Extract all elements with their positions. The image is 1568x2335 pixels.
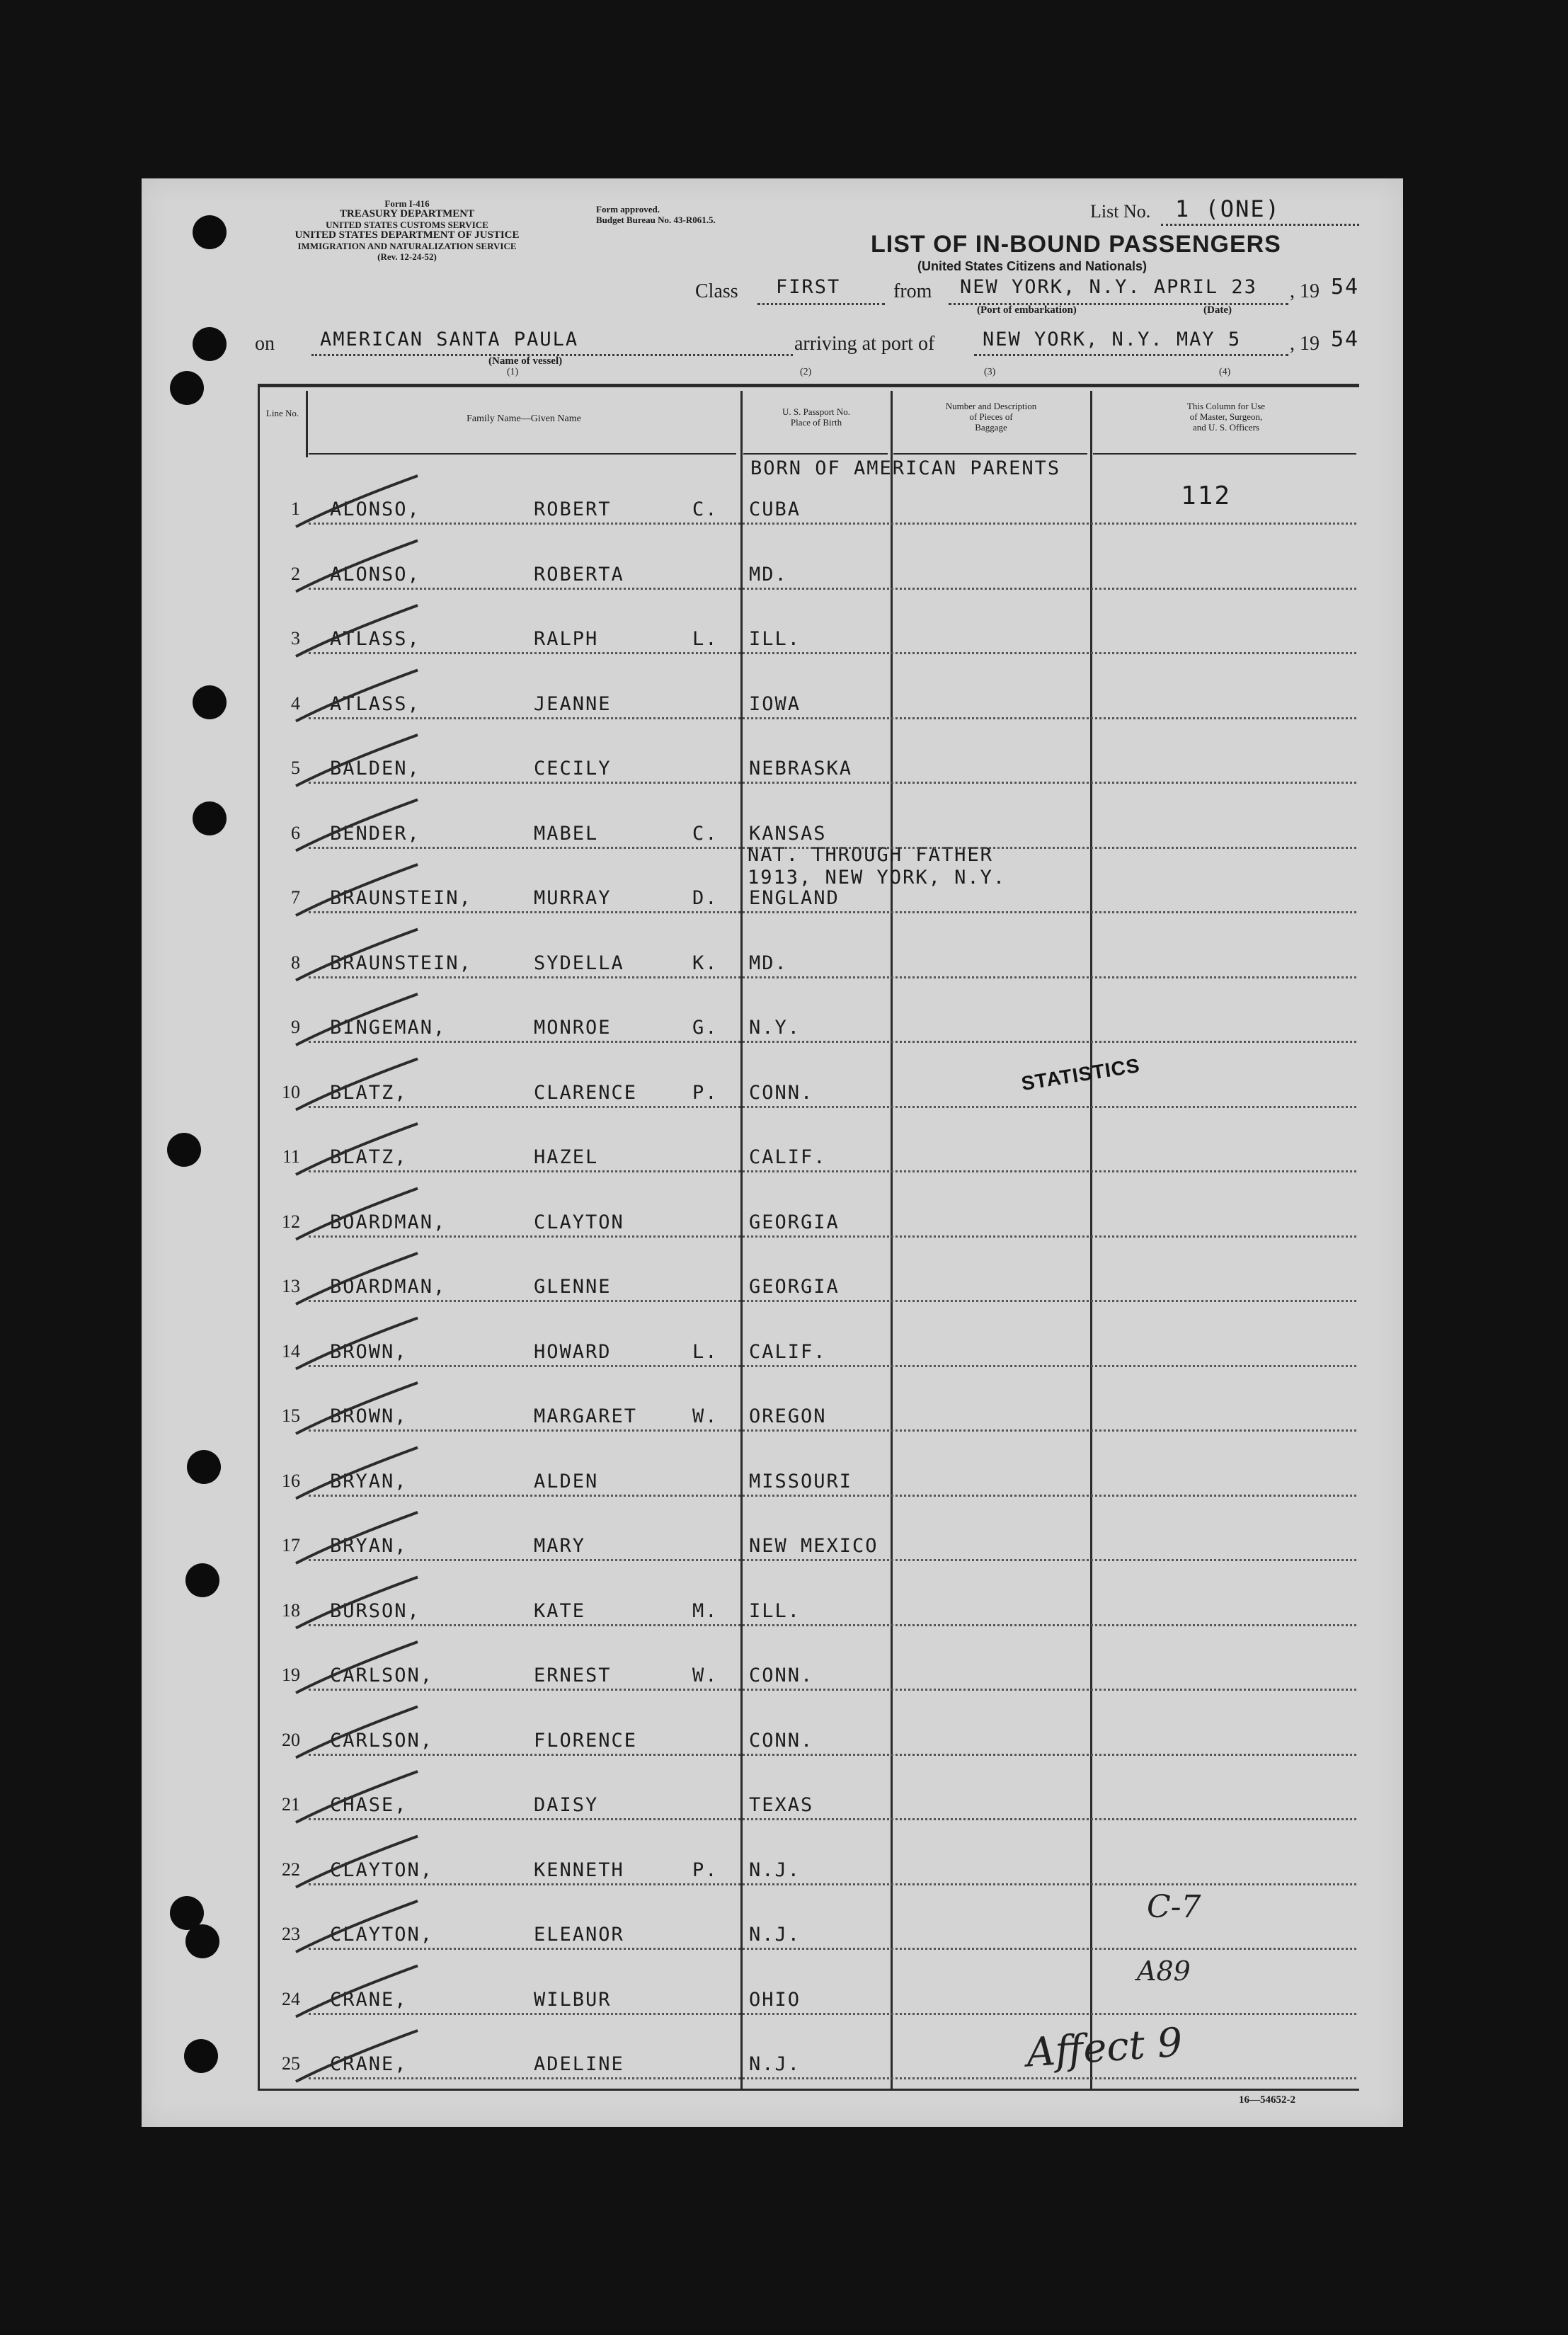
given-name: ADELINE bbox=[534, 2053, 624, 2075]
place-of-birth: KANSAS bbox=[749, 823, 827, 845]
table-row bbox=[259, 1645, 1356, 1708]
header-underline-name bbox=[309, 453, 736, 455]
divider-line-no bbox=[306, 391, 308, 457]
family-name: BROWN, bbox=[330, 1405, 408, 1427]
place-of-birth: ILL. bbox=[749, 628, 801, 650]
line-number: 15 bbox=[282, 1405, 300, 1426]
row-rule bbox=[309, 588, 1356, 590]
line-number: 14 bbox=[282, 1341, 300, 1361]
statistics-stamp: STATISTICS bbox=[1019, 1054, 1142, 1095]
line-number: 23 bbox=[282, 1924, 300, 1944]
given-name: MABEL bbox=[534, 823, 599, 845]
line-number: 3 bbox=[291, 628, 300, 649]
budget-bureau: Budget Bureau No. 43-R061.5. bbox=[596, 215, 716, 225]
given-name: MONROE bbox=[534, 1017, 612, 1039]
middle-initial: L. bbox=[692, 1341, 719, 1363]
table-row bbox=[259, 1969, 1356, 2033]
place-of-birth: GEORGIA bbox=[749, 1276, 840, 1298]
family-name: CLAYTON, bbox=[330, 1859, 434, 1881]
table-row bbox=[259, 1256, 1356, 1320]
middle-initial: C. bbox=[692, 823, 719, 845]
line-number: 4 bbox=[291, 693, 300, 714]
form-id-block bbox=[248, 198, 566, 262]
place-of-birth: ENGLAND bbox=[749, 887, 840, 909]
place-of-birth: CALIF. bbox=[749, 1341, 827, 1363]
place-of-birth: CONN. bbox=[749, 1082, 814, 1104]
arrival-year-prefix: , 19 bbox=[1290, 333, 1320, 355]
embark-value: NEW YORK, N.Y. APRIL 23 bbox=[960, 276, 1257, 298]
line-number: 18 bbox=[282, 1600, 300, 1621]
family-name: BRAUNSTEIN, bbox=[330, 952, 472, 974]
class-rule bbox=[757, 303, 885, 305]
class-label: Class bbox=[695, 280, 738, 302]
table-row bbox=[259, 608, 1356, 672]
family-name: CARLSON, bbox=[330, 1665, 434, 1686]
row-rule bbox=[309, 1818, 1356, 1820]
place-of-birth: MD. bbox=[749, 564, 788, 586]
table-row bbox=[259, 1451, 1356, 1514]
page-subtitle: (United States Citizens and Nationals) bbox=[917, 259, 1148, 273]
column-num-4: (4) bbox=[1219, 367, 1231, 377]
punch-hole bbox=[185, 1924, 219, 1958]
given-name: MARY bbox=[534, 1535, 586, 1557]
family-name: BLATZ, bbox=[330, 1146, 408, 1168]
place-of-birth: MISSOURI bbox=[749, 1471, 853, 1492]
row-rule bbox=[309, 1948, 1356, 1950]
row-rule bbox=[309, 1883, 1356, 1885]
place-of-birth: OREGON bbox=[749, 1405, 827, 1427]
footer-code: 16—54652-2 bbox=[1239, 2094, 1295, 2106]
list-no-label: List No. bbox=[1090, 201, 1151, 222]
header-underline-officers bbox=[1093, 453, 1356, 455]
nat-note-line1: NAT. THROUGH FATHER bbox=[748, 844, 993, 866]
family-name: BINGEMAN, bbox=[330, 1017, 447, 1039]
family-name: CRANE, bbox=[330, 1989, 408, 2011]
table-row bbox=[259, 1580, 1356, 1644]
given-name: ROBERT bbox=[534, 498, 612, 520]
header-underline-baggage bbox=[893, 453, 1087, 455]
place-of-birth: ILL. bbox=[749, 1600, 801, 1622]
given-name: HAZEL bbox=[534, 1146, 599, 1168]
given-name: MURRAY bbox=[534, 887, 612, 909]
count-112: 112 bbox=[1181, 481, 1232, 510]
vessel-value: AMERICAN SANTA PAULA bbox=[320, 329, 579, 350]
middle-initial: W. bbox=[692, 1665, 719, 1686]
middle-initial: G. bbox=[692, 1017, 719, 1039]
given-name: ALDEN bbox=[534, 1471, 599, 1492]
family-name: BENDER, bbox=[330, 823, 420, 845]
family-name: BURSON, bbox=[330, 1600, 420, 1622]
vessel-caption: (Name of vessel) bbox=[488, 355, 563, 367]
punch-hole bbox=[187, 1450, 221, 1484]
column-num-2: (2) bbox=[800, 367, 812, 377]
row-rule bbox=[309, 1429, 1356, 1432]
table-row bbox=[259, 2033, 1356, 2097]
place-of-birth: OHIO bbox=[749, 1989, 801, 2011]
family-name: ATLASS, bbox=[330, 693, 420, 715]
line-number: 22 bbox=[282, 1859, 300, 1880]
row-rule bbox=[309, 717, 1356, 719]
place-of-birth: CONN. bbox=[749, 1665, 814, 1686]
given-name: WILBUR bbox=[534, 1989, 612, 2011]
middle-initial: P. bbox=[692, 1859, 719, 1881]
born-note: BORN OF AMERICAN PARENTS bbox=[750, 457, 1061, 479]
ins-service: IMMIGRATION AND NATURALIZATION SERVICE bbox=[297, 241, 517, 251]
row-rule bbox=[309, 847, 1356, 849]
row-rule bbox=[309, 1170, 1356, 1172]
table-row bbox=[259, 932, 1356, 996]
col-header-baggage: Number and Description of Pieces of Baggage bbox=[945, 401, 1037, 433]
class-value: FIRST bbox=[776, 276, 841, 298]
family-name: BLATZ, bbox=[330, 1082, 408, 1104]
family-name: BRYAN, bbox=[330, 1471, 408, 1492]
family-name: CLAYTON, bbox=[330, 1924, 434, 1946]
officer-signature: Affect 9 bbox=[1025, 2019, 1184, 2077]
given-name: MARGARET bbox=[534, 1405, 638, 1427]
given-name: RALPH bbox=[534, 628, 599, 650]
family-name: BROWN, bbox=[330, 1341, 408, 1363]
table-row bbox=[259, 479, 1356, 542]
middle-initial: D. bbox=[692, 887, 719, 909]
punch-hole bbox=[193, 327, 227, 361]
line-number: 13 bbox=[282, 1276, 300, 1296]
justice-dept: UNITED STATES DEPARTMENT OF JUSTICE bbox=[294, 229, 520, 241]
table-row bbox=[259, 673, 1356, 737]
table-row bbox=[259, 1126, 1356, 1190]
place-of-birth: IOWA bbox=[749, 693, 801, 715]
row-rule bbox=[309, 652, 1356, 654]
row-rule bbox=[309, 1106, 1356, 1108]
form-approved: Form approved. bbox=[596, 204, 660, 215]
family-name: BRAUNSTEIN, bbox=[330, 887, 472, 909]
table-row bbox=[259, 1192, 1356, 1255]
place-of-birth: GEORGIA bbox=[749, 1211, 840, 1233]
arrival-year-value: 54 bbox=[1331, 327, 1360, 352]
revision: (Rev. 12-24-52) bbox=[377, 251, 437, 262]
table-row bbox=[259, 1321, 1356, 1385]
treasury-dept: TREASURY DEPARTMENT bbox=[339, 208, 475, 219]
list-no-rule bbox=[1161, 224, 1359, 226]
row-rule bbox=[309, 1754, 1356, 1756]
given-name: ELEANOR bbox=[534, 1924, 624, 1946]
col-header-name: Family Name—Given Name bbox=[467, 413, 581, 424]
col-header-line-no: Line No. bbox=[265, 408, 299, 418]
on-label: on bbox=[255, 333, 275, 355]
table-row bbox=[259, 1710, 1356, 1774]
place-of-birth: NEBRASKA bbox=[749, 758, 853, 780]
punch-hole bbox=[170, 371, 204, 405]
place-of-birth: CUBA bbox=[749, 498, 801, 520]
table-row bbox=[259, 1386, 1356, 1449]
line-number: 6 bbox=[291, 823, 300, 843]
row-rule bbox=[309, 1235, 1356, 1238]
form-number: Form I-416 bbox=[384, 198, 430, 209]
punch-hole bbox=[193, 215, 227, 249]
family-name: ATLASS, bbox=[330, 628, 420, 650]
arrival-value: NEW YORK, N.Y. MAY 5 bbox=[983, 329, 1242, 350]
table-row bbox=[259, 1515, 1356, 1579]
given-name: KATE bbox=[534, 1600, 586, 1622]
year-value: 54 bbox=[1331, 275, 1360, 299]
punch-hole bbox=[193, 685, 227, 719]
line-number: 11 bbox=[282, 1146, 300, 1167]
row-rule bbox=[309, 523, 1356, 525]
row-rule bbox=[309, 1624, 1356, 1626]
arrival-rule bbox=[974, 354, 1288, 356]
row-rule bbox=[309, 911, 1356, 913]
col-header-officers: This Column for Use of Master, Surgeon, and U. S. Officers bbox=[1186, 401, 1266, 433]
line-number: 20 bbox=[282, 1730, 300, 1750]
line-number: 19 bbox=[282, 1665, 300, 1685]
line-number: 17 bbox=[282, 1535, 300, 1555]
punch-hole bbox=[184, 2039, 218, 2073]
nat-note-line2: 1913, NEW YORK, N.Y. bbox=[748, 867, 1007, 889]
given-name: SYDELLA bbox=[534, 952, 624, 974]
line-number: 2 bbox=[291, 564, 300, 584]
given-name: CLAYTON bbox=[534, 1211, 624, 1233]
table-top-rule bbox=[258, 384, 1359, 387]
row-rule bbox=[309, 2077, 1356, 2079]
place-of-birth: NEW MEXICO bbox=[749, 1535, 879, 1557]
vessel-num: (1) bbox=[507, 367, 519, 377]
family-name: ALONSO, bbox=[330, 564, 420, 586]
handwritten-note-1: C-7 bbox=[1147, 1889, 1201, 1925]
handwritten-note-2: A89 bbox=[1137, 1956, 1191, 1987]
punch-hole bbox=[185, 1563, 219, 1597]
punch-hole bbox=[167, 1133, 201, 1167]
place-of-birth: TEXAS bbox=[749, 1794, 814, 1816]
line-number: 10 bbox=[282, 1082, 300, 1102]
given-name: ERNEST bbox=[534, 1665, 612, 1686]
row-rule bbox=[309, 782, 1356, 784]
family-name: BRYAN, bbox=[330, 1535, 408, 1557]
line-number: 7 bbox=[291, 887, 300, 908]
date-caption: (Date) bbox=[1203, 304, 1232, 316]
year-prefix: , 19 bbox=[1290, 280, 1320, 302]
approval-block bbox=[596, 204, 716, 225]
table-row bbox=[259, 1904, 1356, 1968]
middle-initial: M. bbox=[692, 1600, 719, 1622]
middle-initial: W. bbox=[692, 1405, 719, 1427]
row-rule bbox=[309, 976, 1356, 978]
place-of-birth: MD. bbox=[749, 952, 788, 974]
table-row bbox=[259, 867, 1356, 931]
arriving-label: arriving at port of bbox=[794, 333, 935, 355]
given-name: DAISY bbox=[534, 1794, 599, 1816]
row-rule bbox=[309, 1365, 1356, 1367]
line-number: 5 bbox=[291, 758, 300, 778]
embark-caption: (Port of embarkation) bbox=[977, 304, 1077, 316]
middle-initial: C. bbox=[692, 498, 719, 520]
middle-initial: K. bbox=[692, 952, 719, 974]
middle-initial: P. bbox=[692, 1082, 719, 1104]
line-number: 24 bbox=[282, 1989, 300, 2009]
line-number: 16 bbox=[282, 1471, 300, 1491]
place-of-birth: N.Y. bbox=[749, 1017, 801, 1039]
place-of-birth: N.J. bbox=[749, 1924, 801, 1946]
row-rule bbox=[309, 1300, 1356, 1302]
given-name: CECILY bbox=[534, 758, 612, 780]
line-number: 12 bbox=[282, 1211, 300, 1232]
place-of-birth: CALIF. bbox=[749, 1146, 827, 1168]
page-title: LIST OF IN-BOUND PASSENGERS bbox=[871, 231, 1281, 258]
given-name: JEANNE bbox=[534, 693, 612, 715]
from-label: from bbox=[893, 280, 932, 302]
place-of-birth: N.J. bbox=[749, 1859, 801, 1881]
family-name: BOARDMAN, bbox=[330, 1211, 447, 1233]
line-number: 8 bbox=[291, 952, 300, 973]
header-underline-passport bbox=[743, 453, 888, 455]
family-name: ALONSO, bbox=[330, 498, 420, 520]
row-rule bbox=[309, 2013, 1356, 2015]
place-of-birth: N.J. bbox=[749, 2053, 801, 2075]
given-name: GLENNE bbox=[534, 1276, 612, 1298]
table-row bbox=[259, 1062, 1356, 1126]
row-rule bbox=[309, 1495, 1356, 1497]
given-name: FLORENCE bbox=[534, 1730, 638, 1752]
line-number: 21 bbox=[282, 1794, 300, 1815]
line-number: 25 bbox=[282, 2053, 300, 2074]
place-of-birth: CONN. bbox=[749, 1730, 814, 1752]
family-name: BOARDMAN, bbox=[330, 1276, 447, 1298]
given-name: HOWARD bbox=[534, 1341, 612, 1363]
family-name: CARLSON, bbox=[330, 1730, 434, 1752]
customs-service: UNITED STATES CUSTOMS SERVICE bbox=[326, 219, 488, 230]
col-header-passport: U. S. Passport No. Place of Birth bbox=[782, 406, 851, 428]
table-row bbox=[259, 1774, 1356, 1838]
family-name: CHASE, bbox=[330, 1794, 408, 1816]
middle-initial: L. bbox=[692, 628, 719, 650]
line-number: 1 bbox=[291, 498, 300, 519]
column-num-3: (3) bbox=[984, 367, 996, 377]
table-row bbox=[259, 997, 1356, 1061]
given-name: CLARENCE bbox=[534, 1082, 638, 1104]
family-name: CRANE, bbox=[330, 2053, 408, 2075]
row-rule bbox=[309, 1041, 1356, 1043]
punch-hole bbox=[193, 801, 227, 835]
given-name: ROBERTA bbox=[534, 564, 624, 586]
table-row bbox=[259, 1839, 1356, 1903]
row-rule bbox=[309, 1559, 1356, 1561]
table-row bbox=[259, 803, 1356, 867]
table-row bbox=[259, 544, 1356, 607]
row-rule bbox=[309, 1689, 1356, 1691]
given-name: KENNETH bbox=[534, 1859, 624, 1881]
table-row bbox=[259, 738, 1356, 801]
line-number: 9 bbox=[291, 1017, 300, 1037]
list-no-value: 1 (ONE) bbox=[1175, 195, 1281, 222]
family-name: BALDEN, bbox=[330, 758, 420, 780]
